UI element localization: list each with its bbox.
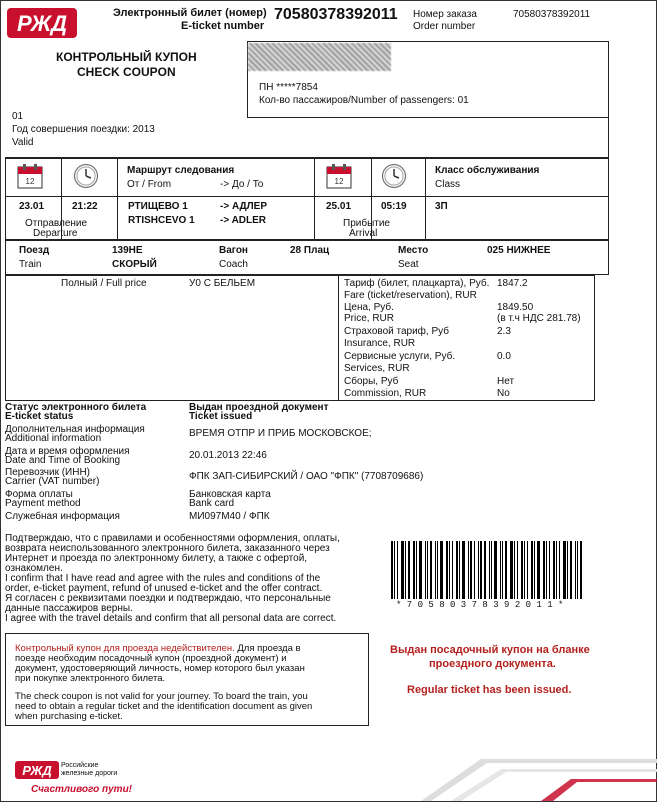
notice-line: документ, удостоверяющий личность, номер которого был указан [15, 663, 305, 674]
order-number-label-en: Order number [413, 21, 476, 32]
barcode-bar [577, 541, 578, 599]
agreement-line: ознакомлен. [5, 563, 63, 574]
barcode-bar [505, 541, 507, 599]
payment-value: Банковская карта [189, 489, 271, 500]
ticket-number-label-en: E-ticket number [181, 20, 265, 32]
barcode-bar [549, 541, 550, 599]
barcode-bar [502, 541, 503, 599]
barcode-bar [553, 541, 555, 599]
class-label: Класс обслуживания [435, 165, 540, 176]
arrival-date: 25.01 [326, 201, 352, 212]
barcode-bar [468, 541, 469, 599]
class-label-en: Class [435, 179, 461, 190]
barcode-bar [391, 541, 393, 599]
notice-line: поезде необходим посадочный купон (проездной документ) и [15, 653, 287, 664]
svg-text:РЖД: РЖД [22, 763, 52, 778]
calendar-icon [17, 163, 43, 189]
agreement-line: I agree with the travel details and confirm that all personal data are correct. [5, 613, 337, 624]
services-label: Сервисные услуги, Руб. [344, 351, 456, 362]
to-label: -> До / To [220, 179, 264, 190]
barcode-bar [491, 541, 492, 599]
barcode-bar [401, 541, 404, 599]
service-info-value: МИ097М40 / ФПК [189, 511, 270, 522]
departure-label-en: Departure [33, 228, 78, 239]
notice-line: when purchasing e-ticket. [15, 711, 123, 722]
barcode-bar [437, 541, 438, 599]
barcode-bar [527, 541, 528, 599]
service-code: У0 С БЕЛЬЕМ [189, 278, 256, 289]
agreement-line: order, e-ticket payment, refund of unused e-ticket and the offer contract. [5, 583, 323, 594]
footer-company-2: железные дороги [61, 770, 118, 777]
seat-number: 025 НИЖНЕЕ [487, 245, 551, 256]
notice-line: при покупке электронного билета. [15, 673, 166, 684]
coach-label: Вагон [219, 245, 248, 256]
services-label-en: Services, RUR [344, 363, 410, 374]
barcode-bar [567, 541, 568, 599]
agreement-line: I confirm that I have read and agree with the rules and conditions of the [5, 573, 321, 584]
departure-time: 21:22 [72, 201, 98, 212]
tariff-value: 1847.2 [497, 278, 528, 289]
barcode-bar [416, 541, 417, 599]
barcode-bar [521, 541, 523, 599]
departure-label: Отправление [25, 218, 88, 229]
booking-date: 20.01.2013 22:46 [189, 450, 267, 461]
barcode [391, 541, 587, 599]
from-label: От / From [127, 179, 172, 190]
barcode-bar [419, 541, 422, 599]
coupon-title: КОНТРОЛЬНЫЙ КУПОН [56, 50, 197, 64]
barcode-bar [430, 541, 432, 599]
info-label-en: Additional information [5, 433, 102, 444]
price-vat: (в т.ч НДС 281.78) [497, 313, 581, 324]
issued-en: Regular ticket has been issued. [407, 684, 572, 696]
commission-value-en: No [497, 388, 510, 399]
barcode-bar [408, 541, 410, 599]
passport-number: ПН *****7854 [259, 82, 318, 93]
tariff-label: Тариф (билет, плацкарта), Руб. [344, 278, 490, 289]
ticket-number-label: Электронный билет (номер) [113, 7, 267, 19]
coach-label-en: Coach [219, 259, 248, 270]
barcode-bar [484, 541, 486, 599]
price-value: 1849.50 [497, 302, 534, 313]
barcode-bar [500, 541, 501, 599]
booking-date-label-en: Date and Time of Booking [5, 455, 121, 466]
barcode-bar [514, 541, 515, 599]
order-number: 70580378392011 [513, 9, 591, 20]
barcode-bar [531, 541, 533, 599]
barcode-bar [580, 541, 582, 599]
service-info-label: Служебная информация [5, 511, 120, 522]
trip-year: Год совершения поездки: 2013 [12, 124, 155, 135]
agreement-line: Подтверждаю, что с правилами и особенностями оформления, оплаты, [5, 533, 340, 544]
footer-slogan: Счастливого пути! [31, 784, 133, 795]
coach-number: 28 Плац [290, 245, 330, 256]
status-label-en: E-ticket status [5, 411, 74, 422]
rzd-logo [7, 6, 77, 40]
barcode-bar [446, 541, 448, 599]
from-station-en: RTISHCEVO 1 [128, 215, 195, 226]
barcode-bar [413, 541, 415, 599]
clock-icon [73, 163, 99, 189]
status-label: Статус электронного билета [5, 402, 147, 413]
carrier-value: ФПК ЗАП-СИБИРСКИЙ / ОАО "ФПК" (7708709686) [189, 471, 424, 482]
seat-label-en: Seat [398, 259, 419, 270]
seat-label: Место [398, 245, 429, 256]
payment-label-en: Payment method [5, 498, 81, 509]
notice-line: Контрольный купон для проезда недействителен. Для проезда в [15, 643, 301, 654]
status-value-en: Ticket issued [189, 411, 253, 422]
status-value: Выдан проездной документ [189, 402, 329, 413]
booking-date-label: Дата и время оформления [5, 446, 130, 457]
barcode-bar [570, 541, 572, 599]
barcode-bar [435, 541, 436, 599]
barcode-bar [462, 541, 465, 599]
barcode-bar [563, 541, 566, 599]
barcode-bar [534, 541, 535, 599]
carrier-label-en: Carrier (VAT number) [5, 476, 100, 487]
service-class: 3П [435, 201, 448, 212]
svg-text:РЖД: РЖД [16, 11, 68, 36]
arrival-label: Прибытие [343, 218, 390, 229]
agreement-line: данные пассажиров верны. [5, 603, 133, 614]
insurance-value: 2.3 [497, 326, 511, 337]
passenger-count: Кол-во пассажиров/Number of passengers: 01 [259, 95, 469, 106]
coupon-title-en: CHECK COUPON [77, 65, 176, 79]
commission-value: Нет [497, 376, 515, 387]
tariff-label-en: Fare (ticket/reservation), RUR [344, 290, 477, 301]
services-value: 0.0 [497, 351, 511, 362]
footer-rzd-logo [15, 760, 59, 780]
barcode-bar [543, 541, 545, 599]
barcode-bar [397, 541, 398, 599]
route-label: Маршрут следования [127, 165, 235, 176]
barcode-bar [517, 541, 518, 599]
info-value: ВРЕМЯ ОТПР И ПРИБ МОСКОВСКОЕ; [189, 428, 372, 439]
barcode-bar [575, 541, 576, 599]
notice-line: The check coupon is not valid for your journey. To board the train, you [15, 691, 308, 702]
barcode-bar [556, 541, 557, 599]
svg-text:12: 12 [334, 177, 344, 186]
train-label: Поезд [19, 245, 50, 256]
barcode-bar [405, 541, 406, 599]
calendar-icon-arrival [326, 163, 352, 189]
insurance-label-en: Insurance, RUR [344, 338, 416, 349]
barcode-bar [459, 541, 460, 599]
barcode-bar [524, 541, 525, 599]
info-label: Дополнительная информация [5, 424, 145, 435]
departure-date: 23.01 [19, 201, 45, 212]
from-station: РТИЩЕВО 1 [128, 201, 188, 212]
barcode-bar [494, 541, 497, 599]
barcode-text: * 7 0 5 8 0 3 7 8 3 9 2 0 1 1 * [396, 600, 564, 610]
footer-stripes [421, 741, 657, 801]
notice-line: need to obtain a regular ticket and the identification document as given [15, 701, 313, 712]
price-label-en: Price, RUR [344, 313, 395, 324]
barcode-bar [510, 541, 513, 599]
price-type: Полный / Full price [61, 278, 147, 289]
order-number-label: Номер заказа [413, 9, 477, 20]
barcode-bar [425, 541, 426, 599]
notice-warning: Контрольный купон для проезда недействителен. [15, 643, 235, 654]
arrival-label-en: Arrival [349, 228, 378, 239]
agreement-line: Я согласен с реквизитами поездки и подтверждаю, что персональные [5, 593, 331, 604]
agreement-line: возврата неиспользованного электронного билета, заказанного через [5, 543, 330, 554]
barcode-bar [480, 541, 482, 599]
to-station-en: -> ADLER [220, 215, 267, 226]
payment-label: Форма оплаты [5, 489, 73, 500]
barcode-bar [559, 541, 560, 599]
valid-label: Valid [12, 137, 34, 148]
clock-icon-arrival [381, 163, 407, 189]
barcode-bar [474, 541, 475, 599]
barcode-bar [394, 541, 395, 599]
payment-value-en: Bank card [189, 498, 235, 509]
barcode-bar [440, 541, 443, 599]
arrival-time: 05:19 [381, 201, 407, 212]
barcode-bar [489, 541, 490, 599]
barcode-bar [537, 541, 540, 599]
barcode-bar [452, 541, 453, 599]
ticket-number: 70580378392011 [274, 6, 398, 23]
svg-text:12: 12 [25, 177, 35, 186]
barcode-bar [427, 541, 428, 599]
issued-ru-1: Выдан посадочный купон на бланке [390, 644, 590, 656]
barcode-bar [546, 541, 547, 599]
commission-label: Сборы, Руб [344, 376, 399, 387]
barcode-bar [456, 541, 458, 599]
barcode-bar [449, 541, 450, 599]
barcode-bar [470, 541, 472, 599]
train-number: 139НЕ [112, 245, 143, 256]
commission-label-en: Commission, RUR [344, 388, 427, 399]
price-label: Цена, Руб. [344, 302, 394, 313]
train-label-en: Train [19, 259, 42, 270]
insurance-label: Страховой тариф, Руб [344, 326, 449, 337]
barcode-bar [478, 541, 479, 599]
footer-company-1: Российские [61, 762, 99, 769]
coupon-num: 01 [12, 111, 24, 122]
redacted-name [248, 43, 391, 71]
to-station: -> АДЛЕР [220, 201, 268, 212]
issued-ru-2: проездного документа. [429, 658, 556, 670]
agreement-line: Интернет и проезда по электронному билету, а также с офертой, [5, 553, 308, 564]
train-type: СКОРЫЙ [112, 259, 157, 270]
carrier-label: Перевозчик (ИНН) [5, 467, 91, 478]
